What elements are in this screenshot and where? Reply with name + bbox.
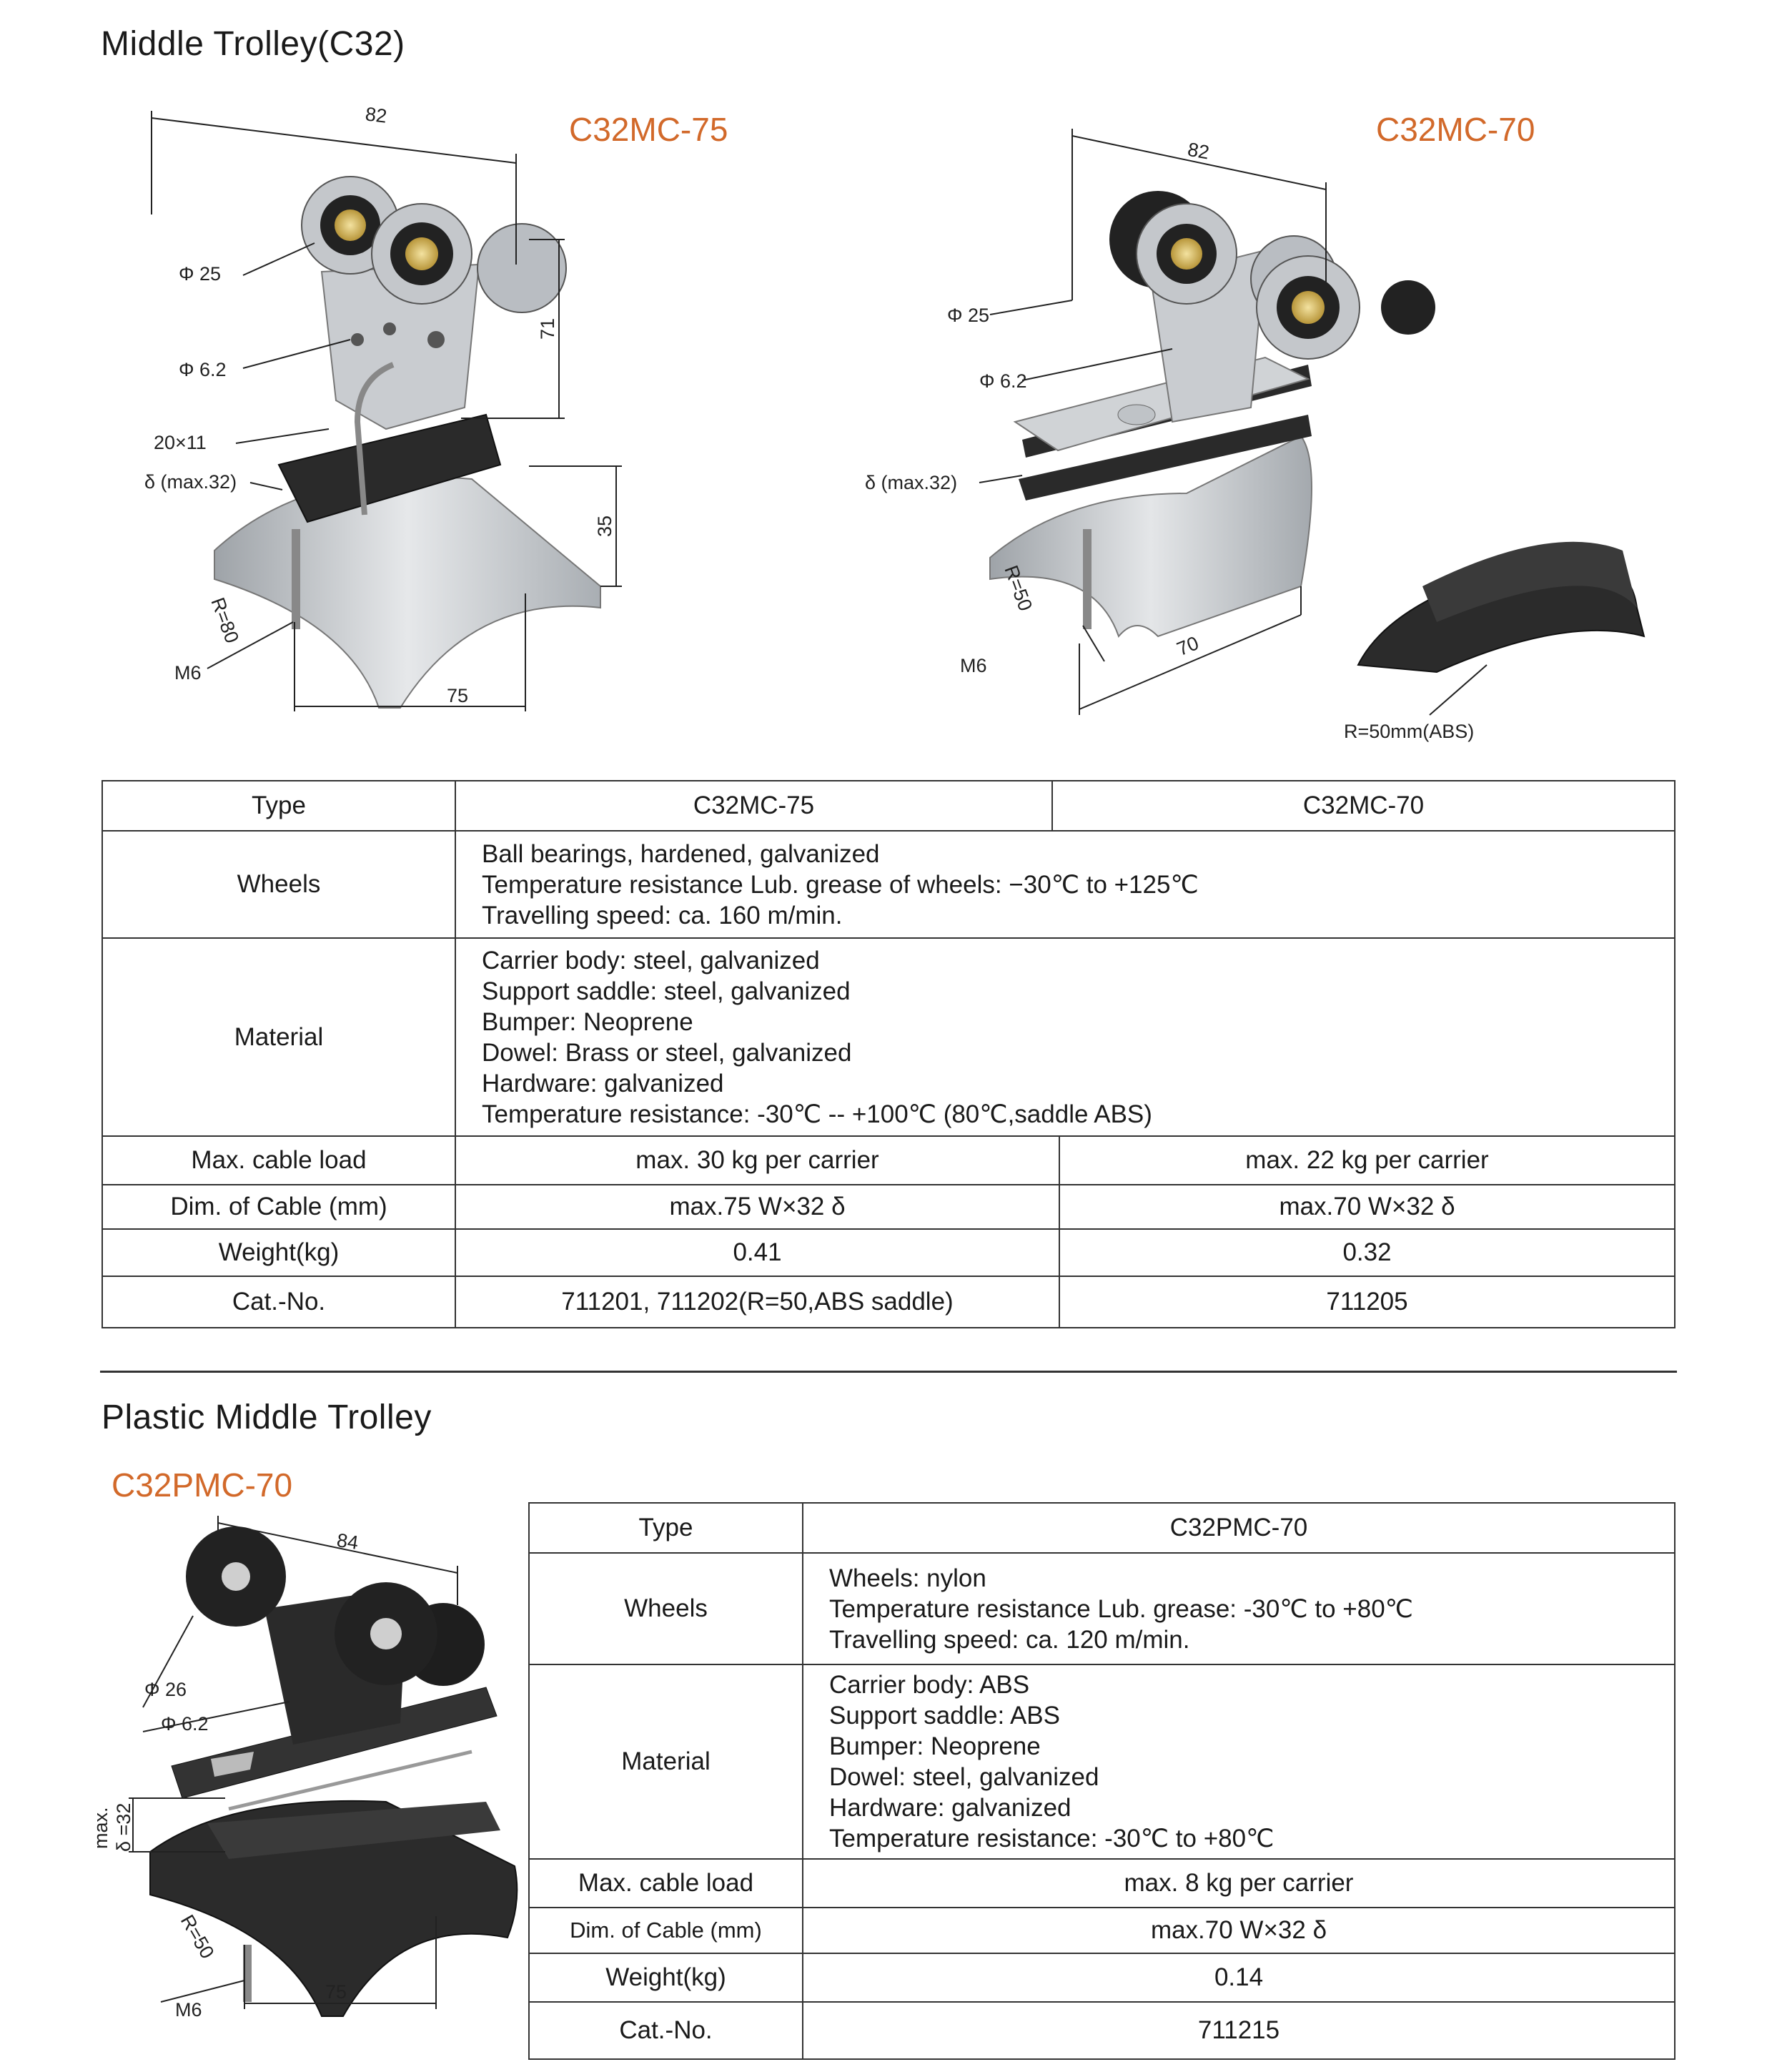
cat-label: Cat.-No.	[102, 1276, 455, 1328]
dim-c32mc-70: max.70 W×32 δ	[1059, 1185, 1675, 1229]
wheels-line: Travelling speed: ca. 160 m/min.	[482, 901, 843, 929]
label-radius: R=50	[176, 1911, 219, 1963]
section-title-middle-trolley: Middle Trolley(C32)	[101, 25, 405, 63]
material-line: Carrier body: steel, galvanized	[482, 946, 820, 975]
model-label-c32mc-75: C32MC-75	[569, 111, 728, 148]
label-bolt: M6	[960, 655, 987, 676]
dim-c32mc-75: max.75 W×32 δ	[455, 1185, 1059, 1229]
cat-label: Cat.-No.	[529, 2002, 803, 2059]
figure-c32pmc-70	[86, 1516, 529, 2038]
weight-c32mc-70: 0.32	[1059, 1229, 1675, 1276]
dim-75: 75	[325, 1981, 347, 2003]
label-gap: δ (max.32)	[144, 471, 237, 493]
material-label: Material	[529, 1664, 803, 1859]
cat-c32pmc-70: 711215	[803, 2002, 1675, 2059]
label-gap: δ (max.32)	[865, 472, 958, 493]
wheels-label: Wheels	[529, 1553, 803, 1664]
weight-c32pmc-70: 0.14	[803, 1953, 1675, 2002]
drawing-c32mc-75	[143, 93, 643, 736]
label-slot: 20×11	[154, 432, 207, 453]
dim-84: 84	[335, 1529, 360, 1554]
label-abs-saddle: R=50mm(ABS)	[1344, 721, 1475, 742]
model-label-c32mc-70: C32MC-70	[1376, 111, 1535, 148]
label-radius: R=80	[207, 594, 243, 646]
figure-c32mc-75	[143, 93, 643, 736]
label-gap-max: max.	[90, 1807, 112, 1849]
material-spec	[455, 938, 1675, 1136]
load-c32mc-70: max. 22 kg per carrier	[1059, 1136, 1675, 1185]
dim-label: Dim. of Cable (mm)	[102, 1185, 455, 1229]
type-c32mc-70: C32MC-70	[1052, 781, 1675, 831]
spec-table-c32pmc	[528, 1502, 1676, 2060]
wheels-line: Ball bearings, hardened, galvanized	[482, 839, 880, 868]
label-hole-dia: Φ 6.2	[161, 1713, 209, 1735]
label-wheel-dia: Φ 26	[144, 1679, 187, 1700]
dim-c32pmc-70: max.70 W×32 δ	[803, 1908, 1675, 1953]
material-line: Hardware: galvanized	[829, 1794, 1071, 1822]
material-label: Material	[102, 938, 455, 1136]
weight-label: Weight(kg)	[529, 1953, 803, 2002]
material-line: Dowel: Brass or steel, galvanized	[482, 1038, 852, 1067]
dim-75: 75	[446, 685, 469, 706]
dim-35: 35	[594, 515, 615, 538]
material-line: Bumper: Neoprene	[829, 1732, 1041, 1760]
cat-c32mc-75: 711201, 711202(R=50,ABS saddle)	[455, 1276, 1059, 1328]
weight-label: Weight(kg)	[102, 1229, 455, 1276]
wheels-line: Travelling speed: ca. 120 m/min.	[829, 1625, 1190, 1654]
label-wheel-dia: Φ 25	[179, 263, 222, 285]
type-label: Type	[529, 1503, 803, 1553]
dim-71: 71	[537, 317, 558, 340]
material-line: Hardware: galvanized	[482, 1069, 724, 1097]
section-divider	[100, 1371, 1677, 1373]
cat-c32mc-70: 711205	[1059, 1276, 1675, 1328]
material-line: Dowel: steel, galvanized	[829, 1763, 1099, 1791]
dim-82: 82	[364, 103, 388, 127]
label-hole-dia: Φ 6.2	[179, 359, 227, 380]
dim-82: 82	[1186, 138, 1211, 164]
material-line: Support saddle: ABS	[829, 1702, 1060, 1730]
load-label: Max. cable load	[102, 1136, 455, 1185]
weight-c32mc-75: 0.41	[455, 1229, 1059, 1276]
material-line: Carrier body: ABS	[829, 1671, 1030, 1699]
dim-70: 70	[1174, 632, 1202, 661]
wheels-line: Wheels: nylon	[829, 1564, 986, 1592]
type-c32mc-75: C32MC-75	[455, 781, 1052, 831]
material-line: Temperature resistance: -30℃ to +80℃	[829, 1825, 1274, 1853]
label-hole-dia: Φ 6.2	[979, 370, 1027, 392]
section-title-plastic-trolley: Plastic Middle Trolley	[102, 1398, 432, 1436]
material-line: Support saddle: steel, galvanized	[482, 977, 851, 1005]
material-spec	[803, 1664, 1675, 1859]
type-c32pmc-70: C32PMC-70	[803, 1503, 1675, 1553]
wheels-label: Wheels	[102, 831, 455, 938]
figure-c32mc-70	[865, 122, 1673, 751]
material-line: Temperature resistance: -30℃ -- +100℃ (80℃,saddle ABS)	[482, 1100, 1152, 1128]
type-label: Type	[102, 781, 455, 831]
label-gap: δ =32	[113, 1802, 134, 1852]
dim-label: Dim. of Cable (mm)	[529, 1908, 803, 1953]
drawing-c32pmc-70	[86, 1516, 529, 2038]
wheels-spec	[803, 1553, 1675, 1664]
label-wheel-dia: Φ 25	[947, 305, 990, 326]
drawing-c32mc-70	[865, 122, 1673, 751]
label-radius: R=50	[1000, 562, 1036, 614]
wheels-line: Temperature resistance Lub. grease of wheels: −30℃ to +125℃	[482, 870, 1199, 899]
load-c32pmc-70: max. 8 kg per carrier	[803, 1859, 1675, 1908]
material-line: Bumper: Neoprene	[482, 1007, 693, 1036]
wheels-line: Temperature resistance Lub. grease: -30℃ to +80℃	[829, 1594, 1413, 1623]
label-bolt: M6	[174, 662, 202, 684]
model-label-c32pmc-70: C32PMC-70	[112, 1466, 293, 1504]
wheels-spec	[455, 831, 1675, 938]
load-label: Max. cable load	[529, 1859, 803, 1908]
load-c32mc-75: max. 30 kg per carrier	[455, 1136, 1059, 1185]
spec-table-c32mc	[102, 780, 1676, 1328]
label-bolt: M6	[175, 1999, 202, 2021]
